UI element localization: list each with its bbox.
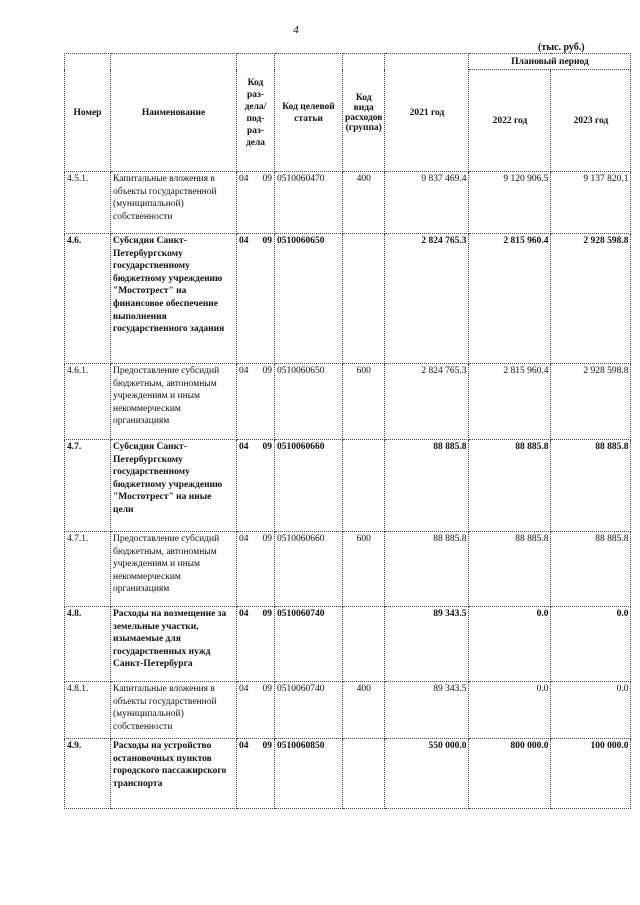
- row-amount-2023: 0.0: [551, 607, 631, 682]
- row-expense-type: [343, 607, 385, 682]
- row-name: Субсидия Санкт-Петербургскому государственному бюджетному учреждению "Мостотрест" на иные цели: [111, 440, 237, 532]
- row-section-code: [237, 440, 275, 532]
- row-amount-2022: 0.0: [469, 682, 551, 739]
- row-amount-2022: 0.0: [469, 607, 551, 682]
- row-expense-type: [343, 739, 385, 809]
- row-target-code: 0510060740: [275, 607, 343, 682]
- row-name: Капитальные вложения в объекты государственной (муниципальной) собственности: [111, 682, 237, 739]
- row-number: 4.8.1.: [65, 682, 111, 739]
- row-section: 04: [239, 609, 249, 619]
- row-amount-2023: 2 928 598.8: [551, 234, 631, 364]
- row-amount-2023: 100 000.0: [551, 739, 631, 809]
- row-subsection: 09: [262, 366, 272, 376]
- row-section: 04: [239, 741, 249, 751]
- row-subsection: 09: [262, 442, 272, 452]
- header-year-2022: 2022 год: [469, 70, 551, 172]
- row-subsection: 09: [262, 174, 272, 184]
- row-section: 04: [239, 534, 249, 544]
- row-section-code: [237, 607, 275, 682]
- row-section: 04: [239, 174, 249, 184]
- row-subsection: 09: [262, 741, 272, 751]
- row-name: Предоставление субсидий бюджетным, автономным учреждениям и иным некоммерческим организациям: [111, 364, 237, 440]
- row-target-code: 0510060740: [275, 682, 343, 739]
- page-number: 4: [293, 24, 299, 36]
- header-section-code: Код раз-дела/ под-раз-дела: [237, 54, 275, 172]
- row-amount-2023: 88 885.8: [551, 440, 631, 532]
- header-name: Наименование: [111, 54, 237, 172]
- table-row: [65, 607, 631, 682]
- row-section: 04: [239, 442, 249, 452]
- header-year-2023: 2023 год: [551, 70, 631, 172]
- table-row: [65, 440, 631, 532]
- row-expense-type: [343, 234, 385, 364]
- row-amount-2023: 9 137 820.1: [551, 172, 631, 234]
- row-expense-type: 600: [343, 532, 385, 607]
- table-row: [65, 172, 631, 234]
- row-amount-2022: 88 885.8: [469, 440, 551, 532]
- header-year-2021: 2021 год: [385, 54, 469, 172]
- table-row: [65, 739, 631, 809]
- table-row: [65, 682, 631, 739]
- row-section-code: [237, 234, 275, 364]
- row-target-code: 0510060470: [275, 172, 343, 234]
- row-section-code: [237, 364, 275, 440]
- row-name: Субсидия Санкт-Петербургскому государственному бюджетному учреждению "Мостотрест" на финансовое обеспечение выполнения государственного задания: [111, 234, 237, 364]
- row-amount-2021: 88 885.8: [385, 532, 469, 607]
- table-row: [65, 532, 631, 607]
- budget-table: [64, 53, 631, 809]
- row-amount-2023: 2 928 598.8: [551, 364, 631, 440]
- row-target-code: 0510060660: [275, 532, 343, 607]
- row-amount-2023: 0.0: [551, 682, 631, 739]
- row-name: Расходы на возмещение за земельные участки, изымаемые для государственных нужд Санкт-Петербурга: [111, 607, 237, 682]
- row-expense-type: 400: [343, 682, 385, 739]
- row-section: 04: [239, 236, 249, 246]
- row-subsection: 09: [262, 534, 272, 544]
- row-subsection: 09: [262, 684, 272, 694]
- row-amount-2022: 800 000.0: [469, 739, 551, 809]
- row-subsection: 09: [262, 609, 272, 619]
- table-row: [65, 234, 631, 364]
- row-number: 4.7.: [65, 440, 111, 532]
- row-name: Предоставление субсидий бюджетным, автономным учреждениям и иным некоммерческим организациям: [111, 532, 237, 607]
- row-number: 4.7.1.: [65, 532, 111, 607]
- row-section-code: [237, 682, 275, 739]
- row-expense-type: 400: [343, 172, 385, 234]
- row-number: 4.5.1.: [65, 172, 111, 234]
- row-amount-2021: 89 343.5: [385, 682, 469, 739]
- row-expense-type: [343, 440, 385, 532]
- row-amount-2022: 9 120 906.5: [469, 172, 551, 234]
- row-amount-2021: 89 343.5: [385, 607, 469, 682]
- row-number: 4.6.: [65, 234, 111, 364]
- row-amount-2021: 2 824 765.3: [385, 234, 469, 364]
- header-number: Номер: [65, 54, 111, 172]
- row-target-code: 0510060660: [275, 440, 343, 532]
- row-target-code: 0510060650: [275, 234, 343, 364]
- row-section-code: [237, 532, 275, 607]
- header-planned-period: Плановый период: [469, 54, 631, 70]
- row-target-code: 0510060650: [275, 364, 343, 440]
- units-label: (тыс. руб.): [538, 42, 585, 53]
- row-section-code: [237, 172, 275, 234]
- header-expense-type: Код вида расходов (группа): [343, 54, 385, 172]
- row-amount-2022: 2 815 960.4: [469, 234, 551, 364]
- row-number: 4.9.: [65, 739, 111, 809]
- header-target-code: Код целевой статьи: [275, 54, 343, 172]
- row-number: 4.8.: [65, 607, 111, 682]
- row-amount-2021: 2 824 765.3: [385, 364, 469, 440]
- row-target-code: 0510060850: [275, 739, 343, 809]
- row-number: 4.6.1.: [65, 364, 111, 440]
- row-amount-2021: 88 885.8: [385, 440, 469, 532]
- row-expense-type: 600: [343, 364, 385, 440]
- table-row: [65, 364, 631, 440]
- row-subsection: 09: [262, 236, 272, 246]
- row-amount-2021: 550 000.0: [385, 739, 469, 809]
- row-amount-2021: 9 837 469.4: [385, 172, 469, 234]
- row-section: 04: [239, 684, 249, 694]
- row-section: 04: [239, 366, 249, 376]
- row-amount-2022: 88 885.8: [469, 532, 551, 607]
- row-section-code: [237, 739, 275, 809]
- row-name: Капитальные вложения в объекты государственной (муниципальной) собственности: [111, 172, 237, 234]
- row-name: Расходы на устройство остановочных пунктов городского пассажирского транспорта: [111, 739, 237, 809]
- row-amount-2023: 88 885.8: [551, 532, 631, 607]
- row-amount-2022: 2 815 960.4: [469, 364, 551, 440]
